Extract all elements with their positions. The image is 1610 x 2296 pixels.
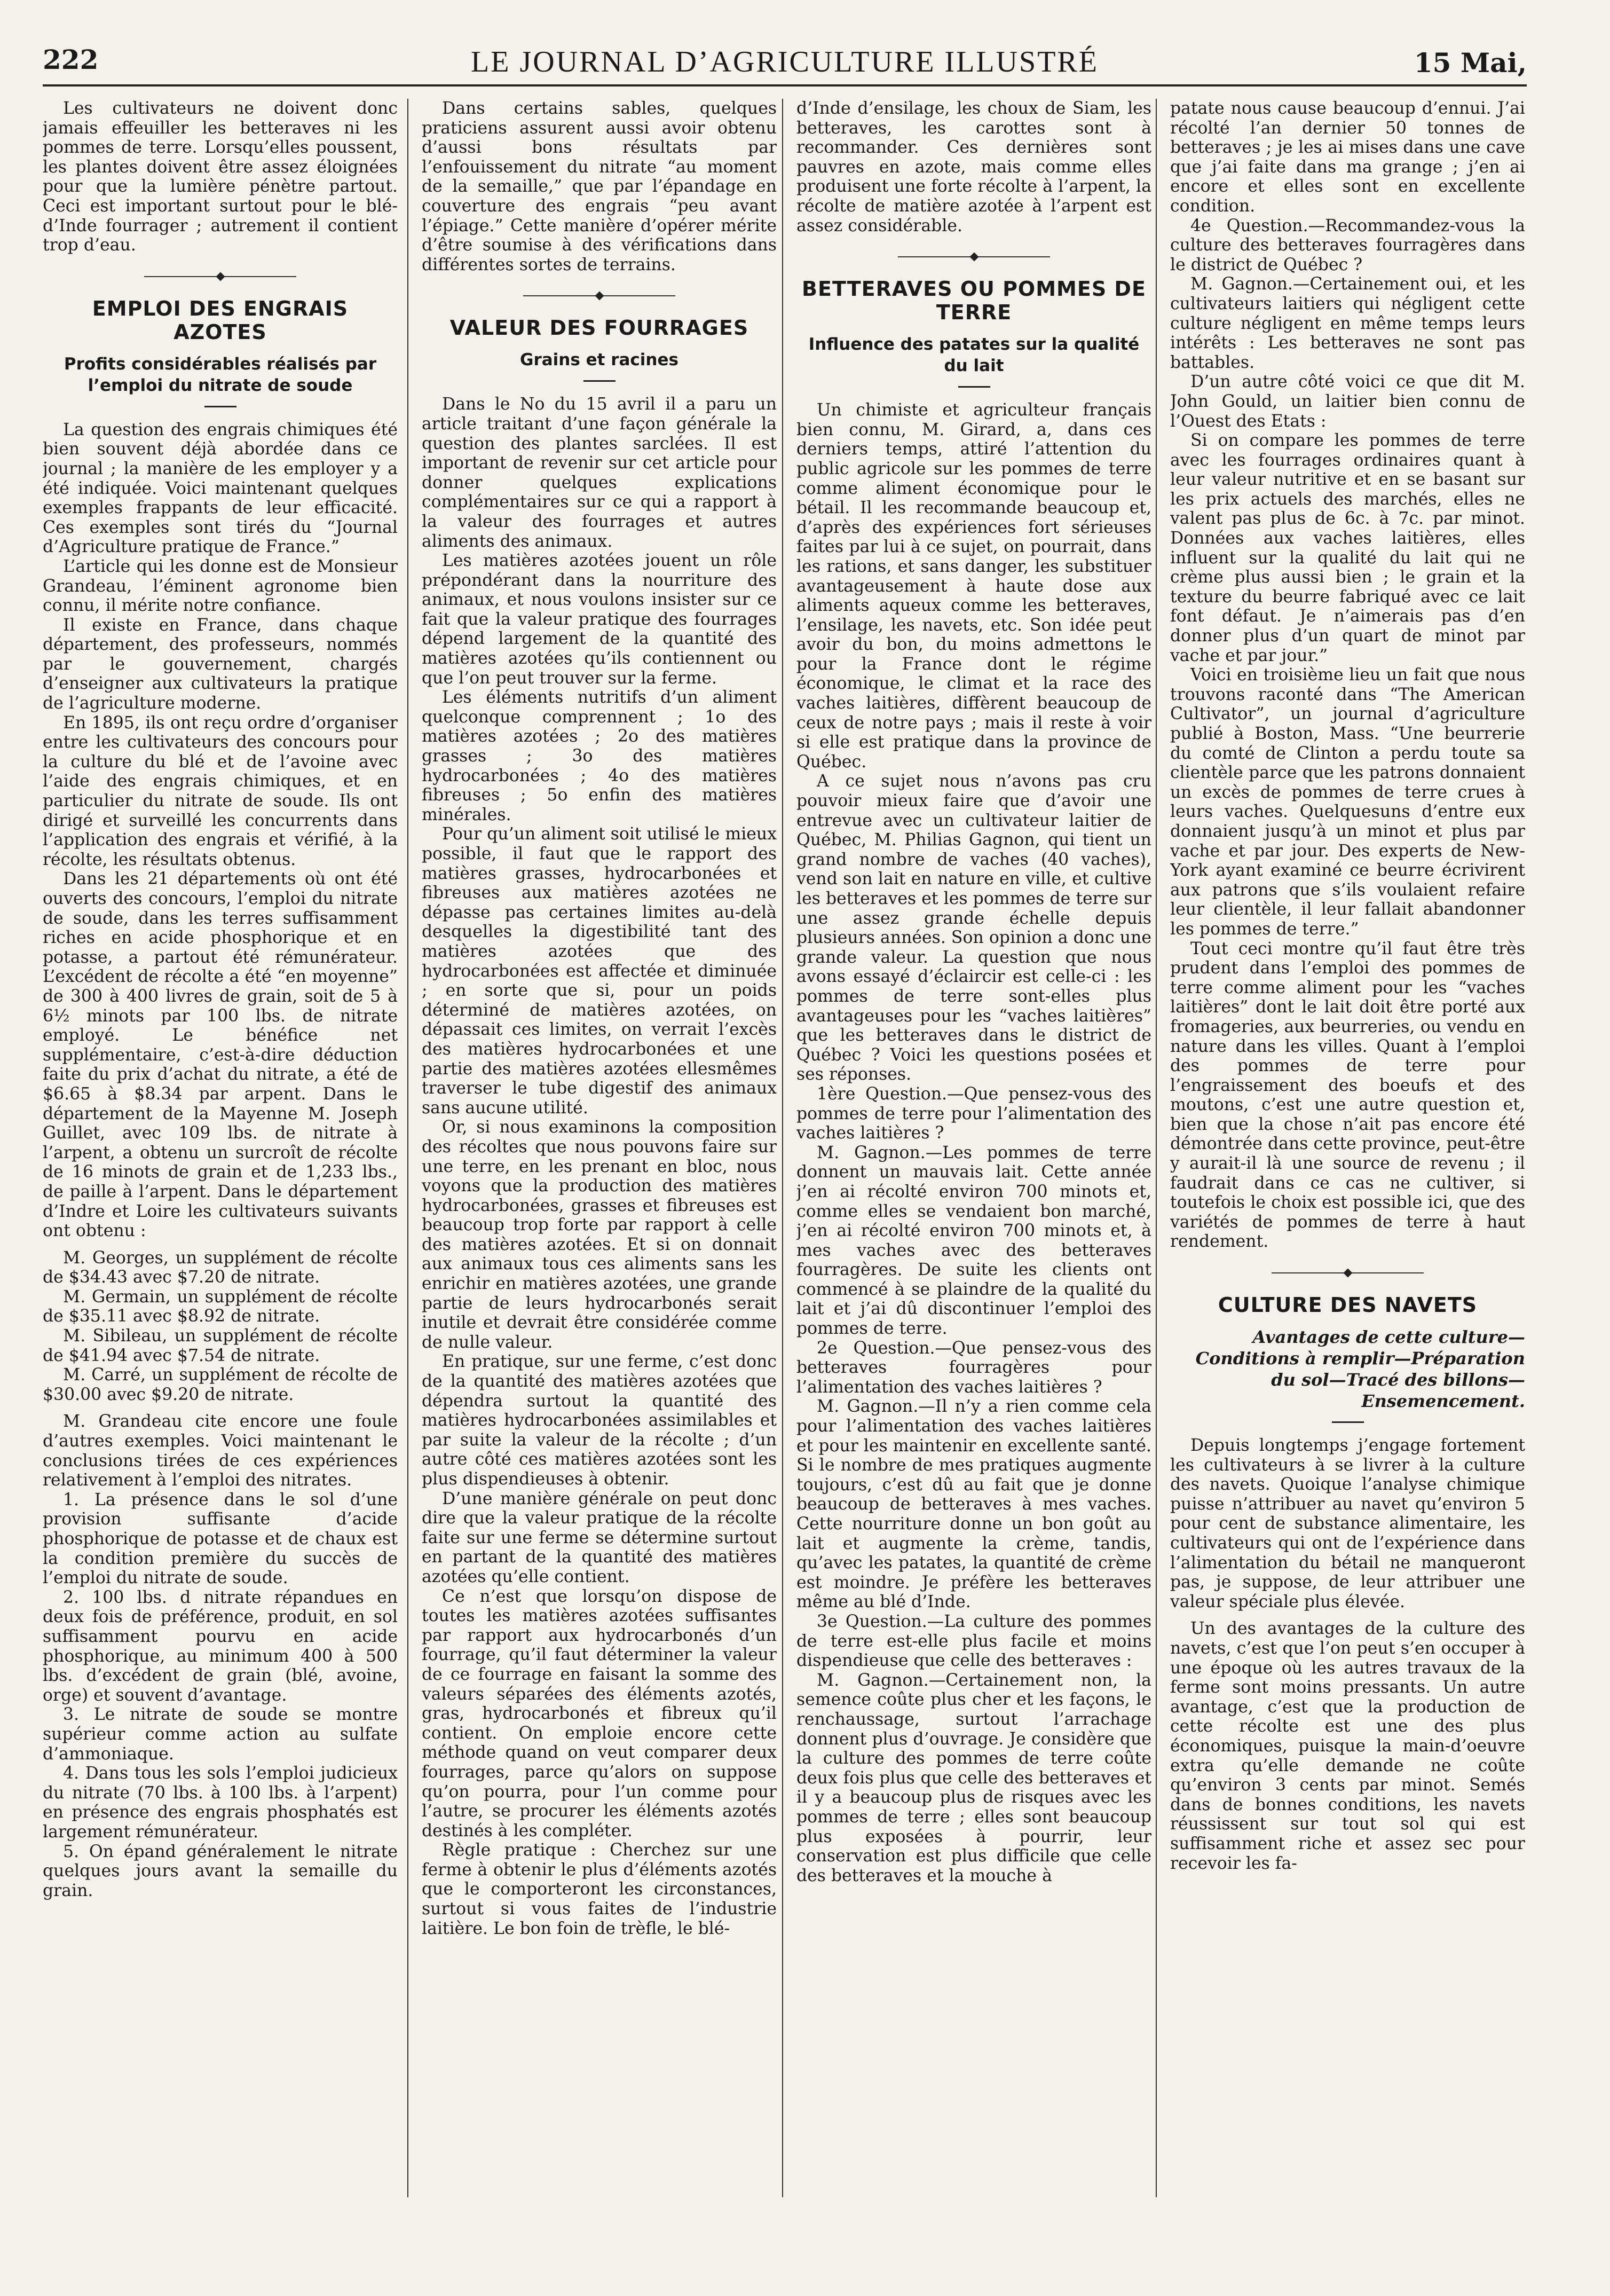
paragraph: 5. On épand généralement le nitrate quelques jours avant la semaille du grain. [43,1842,398,1900]
paragraph: 3. Le nitrate de soude se montre supérieur comme action au sulfate d’ammoniaque. [43,1705,398,1764]
journal-title: LE JOURNAL D’AGRICULTURE ILLUSTRÉ [471,45,1099,78]
paragraph: Il existe en France, dans chaque département, des professeurs, nommés par le gouvernement, chargés d’enseigner aux cultivateurs la pratique de l’agriculture moderne. [43,615,398,713]
paragraph: Voici en troisième lieu un fait que nous trouvons raconté dans “The American Cultivator”, un journal d’agriculture publié à Boston, Mass. “Une beurrerie du comté de Clinton a perdu toute sa clientèle parce que les patrons donnaient un excès de pommes de terre crues à leurs vaches. Quelquesuns d’entre eux donnaient jusqu’à un minot et plus par vache et par jour. Des experts de New-York ayant examiné ce beurre écrivirent aux patrons que s’ils voulaient refaire leur clientèle, il leur fallait abandonner les pommes de terre.” [1170,665,1525,939]
column-rule [407,99,408,2197]
paragraph: 2e Question.—Que pensez-vous des betteraves fourragères pour l’alimentation des vaches laitières ? [796,1338,1151,1397]
paragraph: 4e Question.—Recommandez-vous la culture des betteraves fourragères dans le district de Québec ? [1170,216,1525,274]
paragraph: En 1895, ils ont reçu ordre d’organiser entre les cultivateurs des concours pour la culture du blé et de l’avoine avec l’aide des engrais chimiques, et en particulier du nitrate de soude. Ils ont dirigé et surveillé les concurrents dans l’application des engrais et vérifié, à la récolte, les résultats obtenus. [43,713,398,869]
paragraph: 2. 100 lbs. d nitrate répandues en deux fois de préférence, produit, en sol suffisamment pourvu en acide phosphorique, au minimum 400 à 500 lbs. d’excédent de grain (blé, avoine, orge) et souvent d’avantage. [43,1587,398,1705]
paragraph: M. Carré, un supplément de récolte de $30.00 avec $9.20 de nitrate. [43,1365,398,1404]
column-1 [43,99,398,2261]
paragraph: M. Grandeau cite encore une foule d’autres exemples. Voici maintenant le conclusions tirées de ces expériences relativement à l’emploi des nitrates. [43,1412,398,1490]
section-subtitle: Grains et racines [520,350,678,370]
paragraph: Les éléments nutritifs d’un aliment quelconque comprennent ; 1o des matières azotées ; 2o des matières grasses ; 3o des matières hydrocarbonées ; 4o des matières fibreuses ; 5o enfin des matières minérales. [422,688,777,824]
paragraph: Un chimiste et agriculteur français bien connu, M. Girard, a, dans ces derniers temps, attiré l’attention du public agricole sur les pommes de terre comme aliment économique pour le bétail. Il les recommande beaucoup et, d’après des expériences fort sérieuses faites par lui à ce sujet, on pourrait, dans les rations, et sans danger, les substituer avantageusement à haute dose aux aliments aqueux comme les betteraves, l’ensilage, les navets, etc. Son idée peut avoir du bon, du moins admettons le pour la France dont le régime économique, le climat et la race des vaches laitières, diffèrent beaucoup de ceux de notre pays ; mais il reste à voir si elle est pratique dans la province de Québec. [796,400,1151,772]
paragraph: Si on compare les pommes de terre avec les fourrages ordinaires quant à leur valeur nutritive et en se basant sur les prix actuels des marchés, elles ne valent pas plus de 6c. à 7c. par minot. Données aux vaches laitières, elles influent sur la qualité du lait qui ne crème plus aussi bien ; le grain et la texture du beurre fabriqué avec ce lait font défaut. Je n’aimerais pas d’en donner plus d’un quart de minot par vache et par jour.” [1170,431,1525,665]
section-ornament [796,254,1151,259]
title-dash [1332,1421,1364,1423]
paragraph: L’article qui les donne est de Monsieur Grandeau, l’éminent agronome bien connu, il mérite notre confiance. [43,556,398,616]
paragraph: 3e Question.—La culture des pommes de terre est-elle plus facile et moins dispendieuse que celle des betteraves : [796,1611,1151,1671]
column-intro: Les cultivateurs ne doivent donc jamais effeuiller les betteraves ni les pommes de terre. Lorsqu’elles poussent, les plantes doivent être assez éloignées pour que la lumière pénètre partout. Ceci est important surtout pour le blé-d’Inde fourrager ; autrement il contient trop d’eau. [43,99,398,255]
section-subtitle: Influence des patates sur la qualité du lait [808,335,1140,376]
section-title: VALEUR DES FOURRAGES [449,316,749,340]
column-rule [1156,99,1157,2197]
paragraph: Dans le No du 15 avril il a paru un article traitant d’une façon générale la question des plantes sarclées. Il est important de revenir sur cet article pour donner quelques explications complémentaires sur ce qui a rapport à la valeur des fourrages et autres aliments des animaux. [422,395,777,551]
paragraph: A ce sujet nous n’avons pas cru pouvoir mieux faire que d’avoir une entrevue avec un cultivateur laitier de Québec, M. Philias Gagnon, qui tient un grand nombre de vaches (40 vaches), vend son lait en nature en ville, et cultive les betteraves et les pommes de terre sur une assez grande échelle depuis plusieurs années. Son opinion a donc une grande valeur. La question que nous avons essayé d’éclaircir est celle-ci : les pommes de terre sont-elles plus avantageuses pour les “vaches laitières” que les betteraves dans le district de Québec ? Voici les questions posées et ses réponses. [796,772,1151,1084]
paragraph: Pour qu’un aliment soit utilisé le mieux possible, il faut que le rapport des matières grasses, hydrocarbonées et fibreuses aux matières azotées ne dépasse pas certaines limites au-delà desquelles la digestibilité tant des matières azotées que des hydrocarbonées est affectée et diminuée ; en sorte que si, pour un poids déterminé de matières azotées, on dépassait ces limites, on verrait l’excès des matières hydrocarbonées et une partie des matières azotées ellesmêmes traverser le tube digestif des animaux sans aucune utilité. [422,824,777,1118]
title-dash [204,406,236,407]
paragraph: M. Gagnon.—Certainement non, la semence coûte plus cher et les façons, le renchaussage, surtout l’arrachage donnent plus d’ouvrage. Je considère que la culture des pommes de terre coûte deux fois plus que celle des betteraves et il y a beaucoup plus de risques avec les pommes de terre ; elles sont beaucoup plus exposées à pourrir, leur conservation est plus difficile que celle des betteraves et la mouche à [796,1670,1151,1885]
paragraph: Tout ceci montre qu’il faut être très prudent dans l’emploi des pommes de terre comme aliment pour les “vaches laitières” dont le lait doit être porté aux fromageries, aux beurreries, ou vendu en nature dans les villes. Quant à l’emploi des pommes de terre pour l’engraissement des boeufs et des moutons, c’est une autre question et, bien que la chose n’ait pas encore été démontrée dans cette province, peut-être y aurait-il là une source de revenu ; il faudrait dans ce cas ne cultiver, si toutefois le choix est possible ici, que des variétés de pommes de terre à haut rendement. [1170,939,1525,1252]
paragraph: D’un autre côté voici ce que dit M. John Gould, un laitier bien connu de l’Ouest des Etats : [1170,372,1525,431]
paragraph: Or, si nous examinons la composition des récoltes que nous pouvons faire sur une terre, en les prenant en bloc, nous voyons que la production des matières hydrocarbonées, grasses et fibreuses est beaucoup trop forte par rapport à celle des matières azotées. Et si on donnait aux animaux tous ces aliments sans les enrichir en matières azotées, une grande partie de leurs hydrocarbonés serait inutile et devrait être considérée comme de nulle valeur. [422,1118,777,1352]
paragraph: M. Gagnon.—Certainement oui, et les cultivateurs laitiers qui négligent cette culture négligent en même temps leurs intérêts : Les betteraves ne sont pas battables. [1170,274,1525,372]
page-header [43,42,1527,87]
page-number: 222 [43,44,99,75]
column-intro: patate nous cause beaucoup d’ennui. J’ai récolté l’an dernier 50 tonnes de betteraves ; je les ai mises dans une cave que j’ai faite dans ma grange ; j’en ai encore et elles sont en excellente condition. [1170,99,1525,216]
paragraph: Ce n’est que lorsqu’on dispose de toutes les matières azotées suffisantes par rapport aux hydrocarbonés d’un fourrage, qu’il faut déterminer la valeur de ce fourrage en faisant la somme des valeurs séparées des éléments azotés, gras, hydrocarbonés et fibreux qu’il contient. On emploie encore cette méthode quand on veut comparer deux fourrages, parce qu’alors on suppose qu’on pourra, pour l’un comme pour l’autre, se procurer les éléments azotés destinés à les compléter. [422,1586,777,1841]
paragraph: La question des engrais chimiques été bien souvent déjà abordée dans ce journal ; la manière de les employer y a été indiquée. Voici maintenant quelques exemples frappants de leur efficacité. Ces exemples sont tirés du “Journal d’Agriculture pratique de France.” [43,420,398,557]
paragraph: Règle pratique : Cherchez sur une ferme à obtenir le plus d’éléments azotés que le comporteront les circonstances, surtout si vous faites de l’industrie laitière. Le bon foin de trèfle, le blé- [422,1841,777,1938]
section-title: CULTURE DES NAVETS [1218,1293,1478,1317]
paragraph: Dans les 21 départements où ont été ouverts des concours, l’emploi du nitrate de soude, dans les terres suffisamment riches en acide phosphorique et en potasse, a partout été rémunérateur. L’excédent de récolte a été “en moyenne” de 300 à 400 livres de grain, soit de 5 à 6½ minots par 100 lbs. de nitrate employé. Le bénéfice net supplémentaire, c’est-à-dire déduction faite du prix d’achat du nitrate, a été de $6.65 à $8.34 par arpent. Dans le département de la Mayenne M. Joseph Guillet, avec 109 lbs. de nitrate à l’arpent, a obtenu un surcroît de récolte de 16 minots de grain et de 1,233 lbs., de paille à l’arpent. Dans le département d’Indre et Loire les cultivateurs suivants ont obtenu : [43,869,398,1241]
column-2 [422,99,777,2261]
column-4 [1170,99,1525,2261]
paragraph: D’une manière générale on peut donc dire que la valeur pratique de la récolte faite sur une ferme se détermine surtout en partant de la quantité des matières azotées qu’elle contient. [422,1489,777,1586]
section-title: BETTERAVES OU POMMES DE TERRE [802,277,1146,325]
section-subtitle: Profits considérables réalisés par l’emploi du nitrate de soude [64,354,377,395]
section-subtitle: Avantages de cette culture—Conditions à remplir—Préparation du sol—Tracé des billons—Ensemencement. [1195,1327,1525,1412]
paragraph: Un des avantages de la culture des navets, c’est que l’on peut s’en occuper à une époque où les autres travaux de la ferme sont moins pressants. Un autre avantage, c’est que la production de cette récolte est une des plus économiques, puisque la main-d’oeuvre extra qu’elle demande ne coûte qu’environ 3 cents par minot. Semés dans de bonnes conditions, les navets réussissent sur tout sol qui est suffisamment riche et assez sec pour recevoir les fa- [1170,1619,1525,1873]
paragraph: 1ère Question.—Que pensez-vous des pommes de terre pour l’alimentation des vaches laitières ? [796,1084,1151,1143]
paragraph: 4. Dans tous les sols l’emploi judicieux du nitrate (70 lbs. à 100 lbs. à l’arpent) en présence des engrais phosphatés est largement rémunérateur. [43,1764,398,1842]
section-ornament [43,273,398,279]
column-3 [796,99,1151,2261]
column-rule [782,99,783,2197]
paragraph: M. Gagnon.—Les pommes de terre donnent un mauvais lait. Cette année j’en ai récolté environ 700 minots et, comme elles se vendaient bon marché, j’en ai récolté environ 700 minots et, à mes vaches avec des betteraves fourragères. De suite les clients ont commencé à se plaindre de la qualité du lait et j’ai dû discontinuer l’emploi des pommes de terre. [796,1143,1151,1339]
issue-date: 15 Mai, [1414,47,1527,78]
column-intro: Dans certains sables, quelques praticiens assurent aussi avoir obtenu d’aussi bons résultats par l’enfouissement du nitrate “au moment de la semaille,” que par l’épandage en couverture des engrais “peu avant l’épiage.” Cette manière d’opérer mérite d’être soumise à des vérifications dans différentes sortes de terrains. [422,99,777,274]
title-dash [958,386,990,388]
column-intro: d’Inde d’ensilage, les choux de Siam, les betteraves, les carottes sont à recommander. Ces dernières sont pauvres en azote, mais comme elles produisent une forte récolte à l’arpent, la récolte de matière azotée à l’arpent est assez considérable. [796,99,1151,235]
paragraph: M. Georges, un supplément de récolte de $34.43 avec $7.20 de nitrate. [43,1248,398,1287]
paragraph: M. Sibileau, un supplément de récolte de $41.94 avec $7.54 de nitrate. [43,1326,398,1365]
paragraph: En pratique, sur une ferme, c’est donc de la quantité des matières azotées que dépendra surtout la quantité des matières hydrocarbonées assimilables et par suite la valeur de la récolte ; d’un autre côté ces matières azotées sont les plus dispendieuses à obtenir. [422,1352,777,1489]
section-ornament [422,293,777,298]
paragraph: Depuis longtemps j’engage fortement les cultivateurs à se livrer à la culture des navets. Quoique l’analyse chimique puisse n’attribuer au navet qu’environ 5 pour cent de substance alimentaire, les cultivateurs qui ont de l’expérience dans l’alimentation du bétail ne manqueront pas, je suppose, de leur attribuer une valeur spéciale plus élevée. [1170,1436,1525,1611]
section-title: EMPLOI DES ENGRAIS AZOTES [92,296,349,344]
title-dash [583,380,615,382]
section-ornament [1170,1270,1525,1275]
paragraph: Les matières azotées jouent un rôle prépondérant dans la nourriture des animaux, et nous voulons insister sur ce fait que la valeur pratique des fourrages dépend largement de la quantité des matières azotées qu’ils contiennent ou que l’on peut trouver sur la ferme. [422,551,777,688]
paragraph: 1. La présence dans le sol d’une provision suffisante d’acide phosphorique de potasse et de chaux est la condition première du succès de l’emploi du nitrate de soude. [43,1490,398,1588]
paragraph: M. Germain, un supplément de récolte de $35.11 avec $8.92 de nitrate. [43,1287,398,1326]
paragraph: M. Gagnon.—Il n’y a rien comme cela pour l’alimentation des vaches laitières et pour les maintenir en excellente santé. Si le nombre de mes pratiques augmente toujours, c’est dû au fait que je donne beaucoup de betteraves à mes vaches. Cette nourriture donne un bon goût au lait et augmente la crème, tandis, qu’avec les patates, la quantité de crème est moindre. Je préfère les betteraves même au blé d’Inde. [796,1397,1151,1612]
